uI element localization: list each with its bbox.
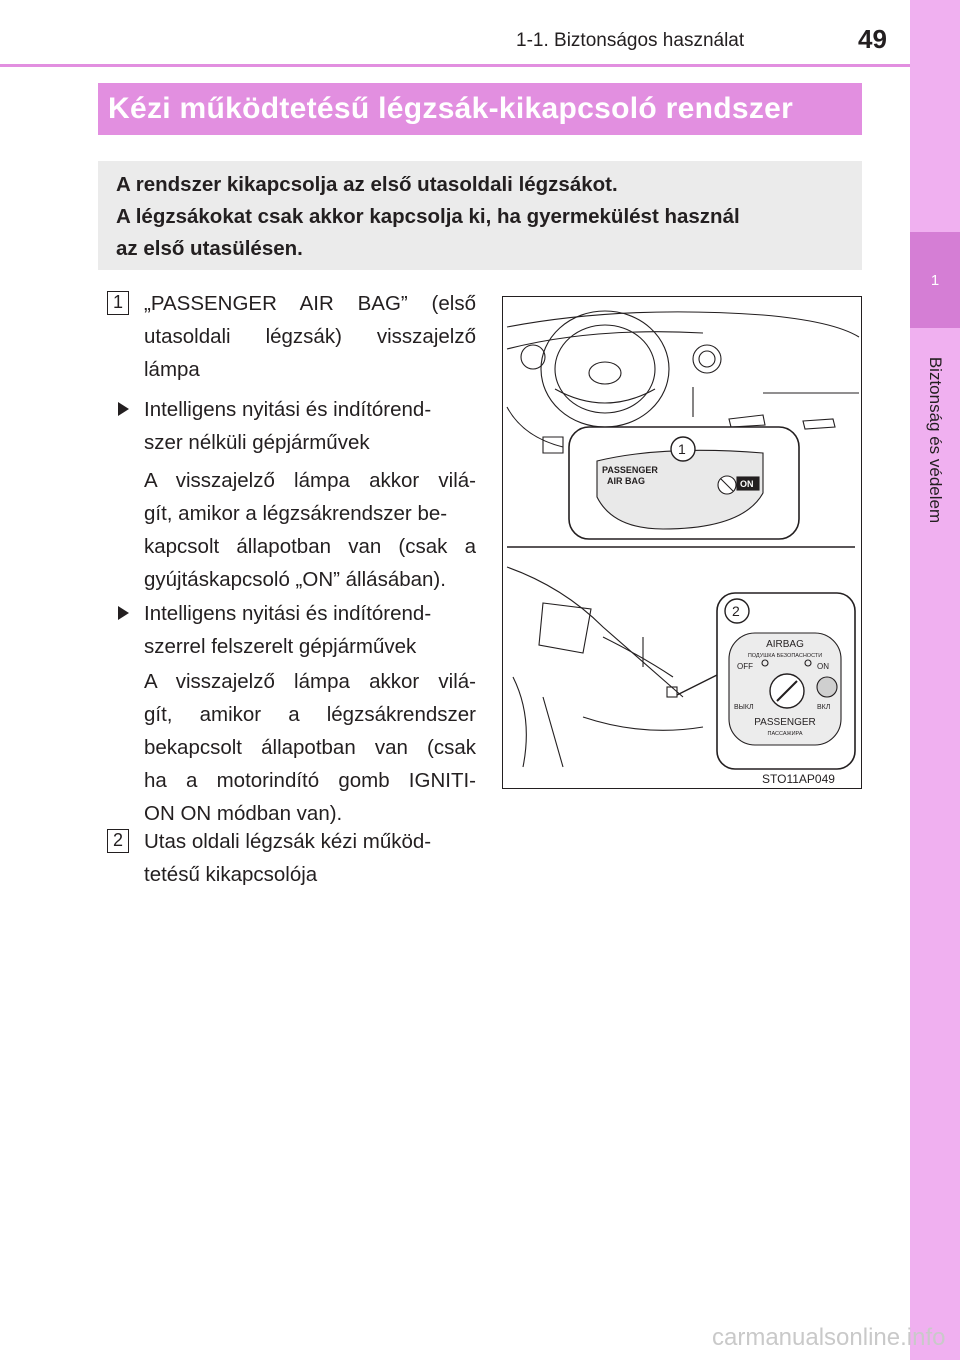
item-2-text — [144, 825, 476, 891]
text-line: szer nélküli gépjárművek — [144, 431, 370, 454]
header-rule — [0, 64, 910, 67]
airbag-illustration — [502, 296, 862, 789]
text-line: szerrel felszerelt gépjárművek — [144, 635, 417, 658]
text-line: ON ON módban van). — [144, 802, 343, 825]
figure-id: STO11AP049 — [762, 772, 835, 786]
item-number-2: 2 — [107, 829, 129, 853]
lamp-on-label: ON — [740, 479, 754, 489]
switch-passenger-label: PASSENGER — [754, 717, 816, 728]
text-line: A visszajelző lámpa akkor vilá- — [144, 670, 476, 693]
text-line: kapcsolt állapotban van (csak a — [144, 535, 476, 558]
text-line: Intelligens nyitási és indítórend- — [144, 398, 432, 421]
text-line: gít, amikor a légzsákrendszer be- — [144, 502, 448, 525]
callout-2-number: 2 — [732, 603, 740, 619]
item-number-1: 1 — [107, 291, 129, 315]
text-line: gyújtáskapcsoló „ON” állásában). — [144, 568, 446, 591]
chapter-side-tab — [910, 0, 960, 1360]
intro-line: A rendszer kikapcsolja az első utasoldali légzsákot. — [116, 173, 618, 196]
switch-off-label: OFF — [737, 662, 753, 671]
sub-item-1-body — [144, 464, 476, 596]
sub-item-1-heading — [144, 393, 476, 459]
page-number: 49 — [858, 24, 887, 54]
switch-off-ru-label: ВЫКЛ — [734, 704, 754, 711]
text-line: Utas oldali légzsák kézi működ- — [144, 830, 432, 853]
text-line: Intelligens nyitási és indítórend- — [144, 602, 432, 625]
callout-1-number: 1 — [678, 441, 686, 457]
intro-line: A légzsákokat csak akkor kapcsolja ki, ha gyermekülést használ — [116, 205, 740, 228]
lamp-label-passenger: PASSENGER — [602, 465, 658, 475]
text-line: A visszajelző lámpa akkor vilá- — [144, 469, 476, 492]
dashboard-drawing — [503, 297, 861, 788]
page-heading: Kézi működtetésű légzsák-kikapcsoló rendszer — [108, 92, 794, 125]
chapter-number: 1 — [930, 272, 940, 289]
sub-item-2-heading — [144, 597, 476, 663]
chapter-title: Biztonság és védelem — [926, 356, 945, 524]
lamp-label-airbag: AIR BAG — [607, 476, 645, 486]
text-line: lámpa — [144, 358, 200, 381]
bullet-triangle-icon — [118, 402, 129, 416]
intro-line: az első utasülésen. — [116, 237, 303, 260]
title-bar — [98, 83, 862, 135]
text-line: gít, amikor a légzsákrendszer — [144, 703, 476, 726]
sub-item-2-body — [144, 665, 476, 830]
chapter-number-tab — [910, 232, 960, 328]
switch-passenger-ru-label: ПАССАЖИРА — [767, 731, 803, 737]
text-line: bekapcsolt állapotban van (csak — [144, 736, 476, 759]
text-line: tetésű kikapcsolója — [144, 863, 318, 886]
text-line: „PASSENGER AIR BAG” (első — [144, 292, 476, 315]
switch-on-ru-label: ВКЛ — [817, 704, 831, 711]
section-title: 1-1. Biztonságos használat — [516, 30, 745, 51]
text-line: utasoldali légzsák) visszajelző — [144, 325, 476, 348]
switch-on-label: ON — [817, 662, 829, 671]
text-line: ha a motorindító gomb IGNITI- — [144, 769, 476, 792]
item-1-text — [144, 287, 476, 386]
intro-box — [98, 161, 862, 270]
bullet-triangle-icon — [118, 606, 129, 620]
switch-airbag-ru-label: ПОДУШКА БЕЗОПАСНОСТИ — [747, 653, 823, 659]
switch-airbag-label: AIRBAG — [766, 639, 804, 650]
watermark: carmanualsonline.info — [712, 1324, 946, 1351]
